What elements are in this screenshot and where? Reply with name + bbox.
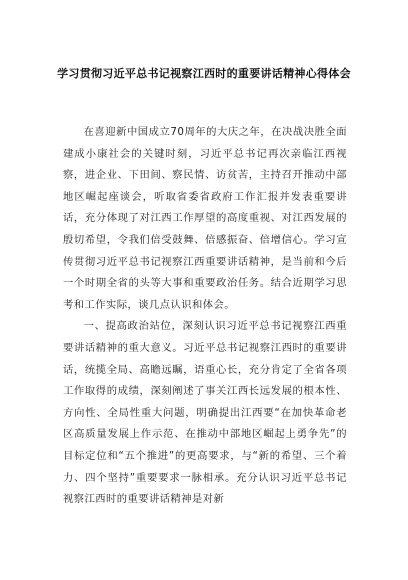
document-body <box>63 122 347 511</box>
paragraph-intro: 在喜迎新中国成立70周年的大庆之年，在决战决胜全面建成小康社会的关键时刻，习近平总书记再次亲临江西视察，进企业、下田间、察民情、访贫苦，主持召开推动中部地区崛起座谈会，听取省委省政府工作汇报并发表重要讲话，充分体现了对江西工作厚望的高度重视、对江西发展的殷切希望，令我们倍受鼓舞、倍感振奋、倍增信心。学习宣传贯彻习近平总书记视察江西重要讲话精神，是当前和今后一个时期全省的头等大事和重要政治任务。结合近期学习思考和工作实际，谈几点认识和体会。 <box>63 126 347 311</box>
document-title: 学习贯彻习近平总书记视察江西时的重要讲话精神心得体会 <box>57 67 351 80</box>
paragraph-point-one: 一、提高政治站位，深刻认识习近平总书记视察江西重要讲话精神的重大意义。习近平总书记视察江西时的重要讲话，统揽全局、高瞻远瞩，语重心长，充分肯定了全省各项工作取得的成绩，深刻阐述了事关江西长远发展的根本性、方向性、全局性重大问题，明确提出江西要“在加快革命老区高质量发展上作示范、在推动中部地区崛起上勇争先”的目标定位和“五个推进”的更高要求，与“新的希望、三个着力、四个坚持”重要要求一脉相承。充分认识习近平总书记视察江西时的重要讲话精神是对新 <box>63 320 347 506</box>
